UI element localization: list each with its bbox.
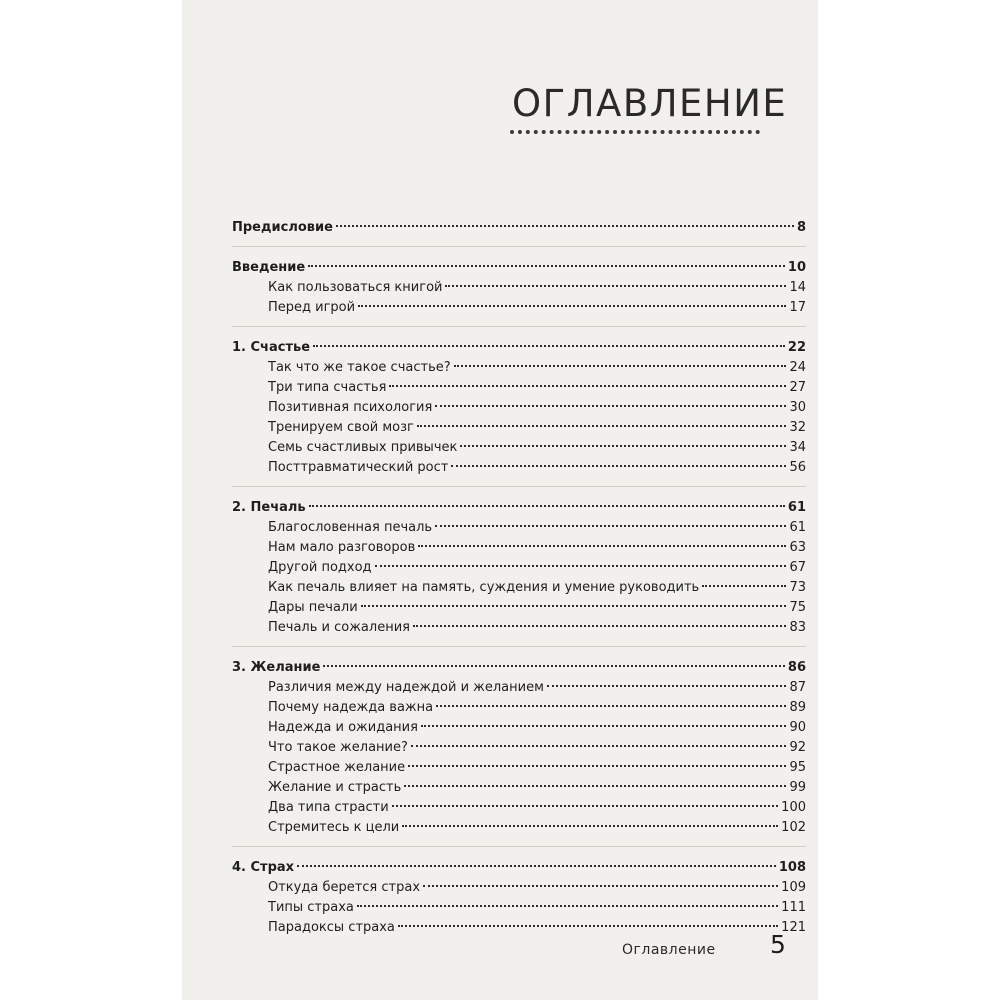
entry-label: 4. Страх (232, 860, 295, 875)
toc-subsection (232, 898, 806, 918)
entry-page-number: 14 (789, 280, 806, 295)
entry-page-number: 24 (789, 360, 806, 375)
entry-label: Парадоксы страха (268, 920, 395, 935)
dot-leader (358, 305, 786, 307)
dot-leader (375, 565, 787, 567)
entry-label: Благословенная печаль (268, 520, 433, 535)
toc-subsection (232, 358, 806, 378)
toc-section (232, 258, 806, 278)
entry-page-number: 75 (789, 600, 806, 615)
entry-page-number: 61 (787, 500, 806, 515)
toc-section (232, 498, 806, 518)
entry-label: Два типа страсти (268, 800, 389, 815)
entry-page-number: 121 (781, 920, 806, 935)
entry-page-number: 61 (789, 520, 806, 535)
dot-leader (408, 765, 786, 767)
section-divider (232, 646, 806, 647)
book-page (182, 0, 818, 1000)
dot-leader (308, 265, 785, 267)
dot-leader (451, 465, 786, 467)
entry-page-number: 95 (789, 760, 806, 775)
entry-label: Позитивная психология (268, 400, 433, 415)
entry-label: Нам мало разговоров (268, 540, 416, 555)
toc-subsection (232, 798, 806, 818)
toc-subsection (232, 718, 806, 738)
entry-label: Страстное желание (268, 760, 406, 775)
dot-leader (418, 545, 786, 547)
entry-page-number: 10 (787, 260, 806, 275)
entry-page-number: 63 (789, 540, 806, 555)
dot-leader (361, 605, 787, 607)
entry-label: Типы страха (268, 900, 354, 915)
entry-page-number: 86 (787, 660, 806, 675)
dot-leader (402, 825, 778, 827)
toc-subsection (232, 698, 806, 718)
dot-leader (445, 285, 786, 287)
toc-section (232, 858, 806, 878)
toc-subsection (232, 418, 806, 438)
entry-label: Перед игрой (268, 300, 356, 315)
entry-page-number: 89 (789, 700, 806, 715)
dot-leader (454, 365, 787, 367)
dot-leader (336, 225, 794, 227)
entry-page-number: 92 (789, 740, 806, 755)
running-footer: Оглавление (622, 942, 716, 958)
entry-label: Откуда берется страх (268, 880, 421, 895)
entry-page-number: 34 (789, 440, 806, 455)
page-title: ОГЛАВЛЕНИЕ (512, 82, 788, 125)
toc-subsection (232, 918, 806, 938)
entry-page-number: 27 (789, 380, 806, 395)
dot-leader (323, 665, 784, 667)
entry-page-number: 102 (781, 820, 806, 835)
entry-page-number: 67 (789, 560, 806, 575)
section-divider (232, 326, 806, 327)
entry-label: Надежда и ожидания (268, 720, 418, 735)
toc-subsection (232, 458, 806, 478)
entry-label: 1. Счастье (232, 340, 311, 355)
table-of-contents (232, 218, 806, 938)
entry-label: Семь счастливых привычек (268, 440, 458, 455)
entry-label: Три типа счастья (268, 380, 387, 395)
dot-leader (547, 685, 787, 687)
entry-page-number: 30 (789, 400, 806, 415)
entry-label: 2. Печаль (232, 500, 306, 515)
entry-page-number: 87 (789, 680, 806, 695)
dot-leader (435, 405, 786, 407)
entry-page-number: 73 (789, 580, 806, 595)
toc-subsection (232, 398, 806, 418)
dot-leader (309, 505, 785, 507)
dot-leader (417, 425, 787, 427)
toc-section (232, 658, 806, 678)
entry-label: Почему надежда важна (268, 700, 434, 715)
entry-page-number: 108 (778, 860, 806, 875)
toc-subsection (232, 518, 806, 538)
entry-page-number: 109 (781, 880, 806, 895)
entry-page-number: 111 (781, 900, 806, 915)
dot-leader (404, 785, 786, 787)
entry-page-number: 100 (781, 800, 806, 815)
dot-leader (436, 705, 786, 707)
section-divider (232, 846, 806, 847)
entry-label: Введение (232, 260, 306, 275)
toc-subsection (232, 818, 806, 838)
dot-leader (357, 905, 778, 907)
entry-label: Стремитесь к цели (268, 820, 400, 835)
entry-label: 3. Желание (232, 660, 321, 675)
toc-subsection (232, 738, 806, 758)
entry-page-number: 17 (789, 300, 806, 315)
entry-page-number: 56 (789, 460, 806, 475)
toc-subsection (232, 778, 806, 798)
entry-page-number: 83 (789, 620, 806, 635)
dot-leader (411, 745, 787, 747)
toc-subsection (232, 538, 806, 558)
toc-section (232, 338, 806, 358)
dot-leader (398, 925, 778, 927)
toc-subsection (232, 878, 806, 898)
toc-subsection (232, 758, 806, 778)
entry-label: Предисловие (232, 220, 333, 235)
entry-label: Желание и страсть (268, 780, 402, 795)
dot-leader (423, 885, 778, 887)
entry-label: Как печаль влияет на память, суждения и умение руководить (268, 580, 700, 595)
dot-leader (460, 445, 786, 447)
dot-leader (313, 345, 785, 347)
entry-label: Печаль и сожаления (268, 620, 410, 635)
dot-leader (413, 625, 786, 627)
dot-leader (421, 725, 787, 727)
toc-subsection (232, 378, 806, 398)
section-divider (232, 246, 806, 247)
dot-leader (392, 805, 779, 807)
toc-subsection (232, 678, 806, 698)
toc-subsection (232, 578, 806, 598)
entry-page-number: 99 (789, 780, 806, 795)
entry-page-number: 8 (796, 220, 806, 235)
entry-label: Посттравматический рост (268, 460, 449, 475)
entry-label: Другой подход (268, 560, 372, 575)
toc-subsection (232, 618, 806, 638)
entry-page-number: 22 (787, 340, 806, 355)
toc-subsection (232, 278, 806, 298)
toc-subsection (232, 298, 806, 318)
entry-label: Дары печали (268, 600, 358, 615)
dot-leader (702, 585, 786, 587)
entry-label: Что такое желание? (268, 740, 408, 755)
page-number: 5 (770, 930, 786, 959)
toc-subsection (232, 438, 806, 458)
dot-leader (435, 525, 786, 527)
entry-label: Так что же такое счастье? (268, 360, 451, 375)
entry-label: Различия между надеждой и желанием (268, 680, 544, 695)
entry-page-number: 90 (789, 720, 806, 735)
dot-leader (297, 865, 776, 867)
dot-leader (389, 385, 786, 387)
toc-section (232, 218, 806, 238)
toc-subsection (232, 598, 806, 618)
toc-subsection (232, 558, 806, 578)
entry-label: Тренируем свой мозг (268, 420, 414, 435)
title-dotted-rule (510, 130, 760, 134)
entry-label: Как пользоваться книгой (268, 280, 443, 295)
entry-page-number: 32 (789, 420, 806, 435)
section-divider (232, 486, 806, 487)
